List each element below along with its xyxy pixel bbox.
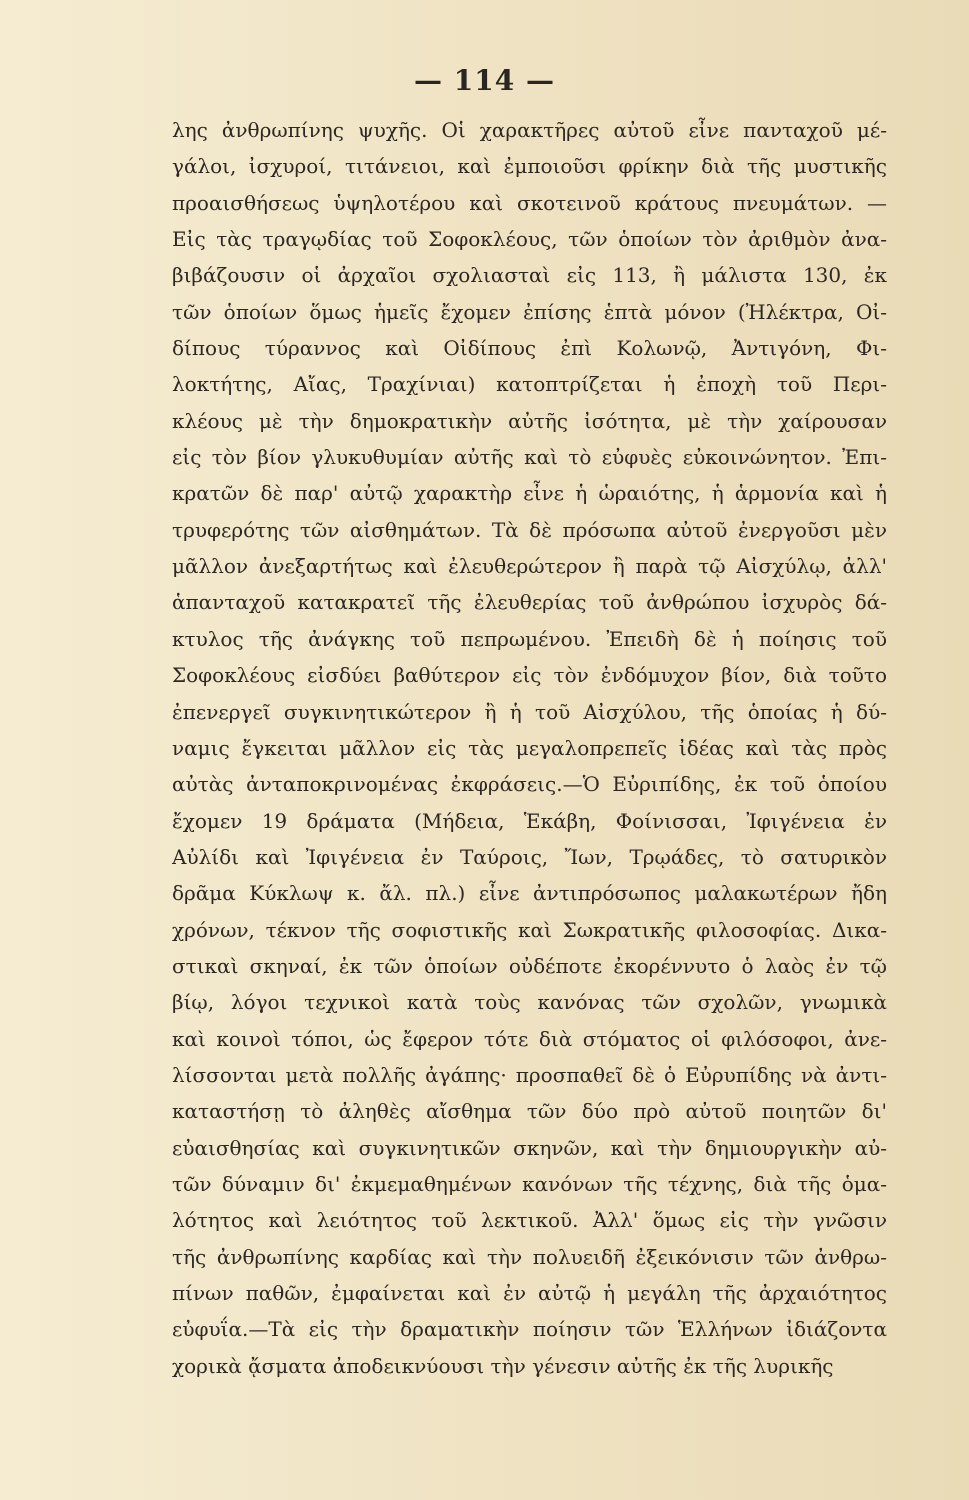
text-line: τρυφερότης τῶν αἰσθημάτων. Τὰ δὲ πρόσωπα αὐτοῦ ἐνεργοῦσι μὲν xyxy=(172,517,887,542)
text-line: ἔχομεν 19 δράματα (Μήδεια, Ἑκάβη, Φοίνισσαι, Ἰφιγένεια ἐν xyxy=(172,808,887,833)
text-line: τῶν δύναμιν δι' ἐκμεμαθημένων κανόνων τῆς τέχνης, διὰ τῆς ὁμα- xyxy=(172,1171,887,1196)
page-number: — 114 — xyxy=(414,64,555,97)
text-line: μᾶλλον ἀνεξαρτήτως καὶ ἐλευθερώτερον ἢ παρὰ τῷ Αἰσχύλῳ, ἀλλ' xyxy=(172,554,887,579)
text-line: γάλοι, ἰσχυροί, τιτάνειοι, καὶ ἐμποιοῦσι φρίκην διὰ τῆς μυστικῆς xyxy=(172,154,887,179)
text-line: λης ἀνθρωπίνης ψυχῆς. Οἱ χαρακτῆρες αὐτοῦ εἶνε πανταχοῦ μέ- xyxy=(172,118,887,142)
text-line: τῶν ὁποίων ὅμως ἡμεῖς ἔχομεν ἐπίσης ἑπτὰ μόνον (Ἠλέκτρα, Οἰ- xyxy=(172,299,887,324)
text-line: λοκτήτης, Αἴας, Τραχίνιαι) κατοπτρίζεται ἡ ἐποχὴ τοῦ Περι- xyxy=(172,372,887,397)
text-line: λίσσονται μετὰ πολλῆς ἀγάπης· προσπαθεῖ δὲ ὁ Εὐρυπίδης νὰ ἀντι- xyxy=(172,1062,887,1087)
text-line: ναμις ἔγκειται μᾶλλον εἰς τὰς μεγαλοπρεπεῖς ἰδέας καὶ τὰς πρὸς xyxy=(172,735,887,760)
text-line: Σοφοκλέους εἰσδύει βαθύτερον εἰς τὸν ἐνδόμυχον βίον, διὰ τοῦτο xyxy=(172,663,887,688)
text-line: ἐπενεργεῖ συγκινητικώτερον ἢ ἡ τοῦ Αἰσχύλου, τῆς ὁποίας ἡ δύ- xyxy=(172,699,887,724)
text-line: πίνων παθῶν, ἐμφαίνεται καὶ ἐν αὐτῷ ἡ μεγάλη τῆς ἀρχαιότητος xyxy=(172,1281,887,1305)
text-line: στικαὶ σκηναί, ἐκ τῶν ὁποίων οὐδέποτε ἐκορέννυτο ὁ λαὸς ἐν τῷ xyxy=(172,953,887,978)
text-line: εὐφυΐα.—Τὰ εἰς τὴν δραματικὴν ποίησιν τῶν Ἑλλήνων ἰδιάζοντα xyxy=(172,1317,887,1342)
text-line: κλέους μὲ τὴν δημοκρατικὴν αὐτῆς ἰσότητα, μὲ τὴν χαίρουσαν xyxy=(172,408,887,433)
text-line: τῆς ἀνθρωπίνης καρδίας καὶ τὴν πολυειδῆ ἐξεικόνισιν τῶν ἀνθρω- xyxy=(172,1244,887,1269)
text-line: καταστήσῃ τὸ ἀληθὲς αἴσθημα τῶν δύο πρὸ αὐτοῦ ποιητῶν δι' xyxy=(172,1099,887,1124)
text-line: χορικὰ ᾄσματα ἀποδεικνύουσι τὴν γένεσιν αὐτῆς ἐκ τῆς λυρικῆς xyxy=(172,1353,834,1378)
body-text xyxy=(172,112,887,1384)
text-line: προαισθήσεως ὑψηλοτέρου καὶ σκοτεινοῦ κράτους πνευμάτων. — xyxy=(172,190,887,215)
text-line: κρατῶν δὲ παρ' αὐτῷ χαρακτὴρ εἶνε ἡ ὡραιότης, ἡ ἁρμονία καὶ ἡ xyxy=(172,481,887,506)
text-line: βιβάζουσιν οἱ ἀρχαῖοι σχολιασταὶ εἰς 113, ἢ μάλιστα 130, ἐκ xyxy=(172,263,887,288)
text-line: αὐτὰς ἀνταποκρινομένας ἐκφράσεις.—Ὁ Εὐριπίδης, ἐκ τοῦ ὁποίου xyxy=(172,772,887,797)
text-line: εὐαισθησίας καὶ συγκινητικῶν σκηνῶν, καὶ τὴν δημιουργικὴν αὐ- xyxy=(172,1135,887,1160)
text-line: δίπους τύραννος καὶ Οἰδίπους ἐπὶ Κολωνῷ, Ἀντιγόνη, Φι- xyxy=(172,336,887,361)
text-line: εἰς τὸν βίον γλυκυθυμίαν αὐτῆς καὶ τὸ εὐφυὲς εὐκοινώνητον. Ἐπι- xyxy=(172,445,887,470)
text-line: βίῳ, λόγοι τεχνικοὶ κατὰ τοὺς κανόνας τῶν σχολῶν, γνωμικὰ xyxy=(172,990,887,1015)
text-line: λότητος καὶ λειότητος τοῦ λεκτικοῦ. Ἀλλ' ὅμως εἰς τὴν γνῶσιν xyxy=(172,1208,887,1233)
text-line: ἁπανταχοῦ κατακρατεῖ τῆς ἐλευθερίας τοῦ ἀνθρώπου ἰσχυρὸς δά- xyxy=(172,590,887,615)
text-line: Αὐλίδι καὶ Ἰφιγένεια ἐν Ταύροις, Ἴων, Τρῳάδες, τὸ σατυρικὸν xyxy=(172,844,887,869)
text-line: χρόνων, τέκνον τῆς σοφιστικῆς καὶ Σωκρατικῆς φιλοσοφίας. Δικα- xyxy=(172,917,887,942)
text-line: κτυλος τῆς ἀνάγκης τοῦ πεπρωμένου. Ἐπειδὴ δὲ ἡ ποίησις τοῦ xyxy=(172,626,887,651)
text-line: καὶ κοινοὶ τόποι, ὡς ἔφερον τότε διὰ στόματος οἱ φιλόσοφοι, ἀνε- xyxy=(172,1026,887,1051)
text-line: δρᾶμα Κύκλωψ κ. ἄλ. πλ.) εἶνε ἀντιπρόσωπος μαλακωτέρων ἤδη xyxy=(172,881,887,906)
text-line: Εἰς τὰς τραγῳδίας τοῦ Σοφοκλέους, τῶν ὁποίων τὸν ἀριθμὸν ἀνα- xyxy=(172,227,887,252)
